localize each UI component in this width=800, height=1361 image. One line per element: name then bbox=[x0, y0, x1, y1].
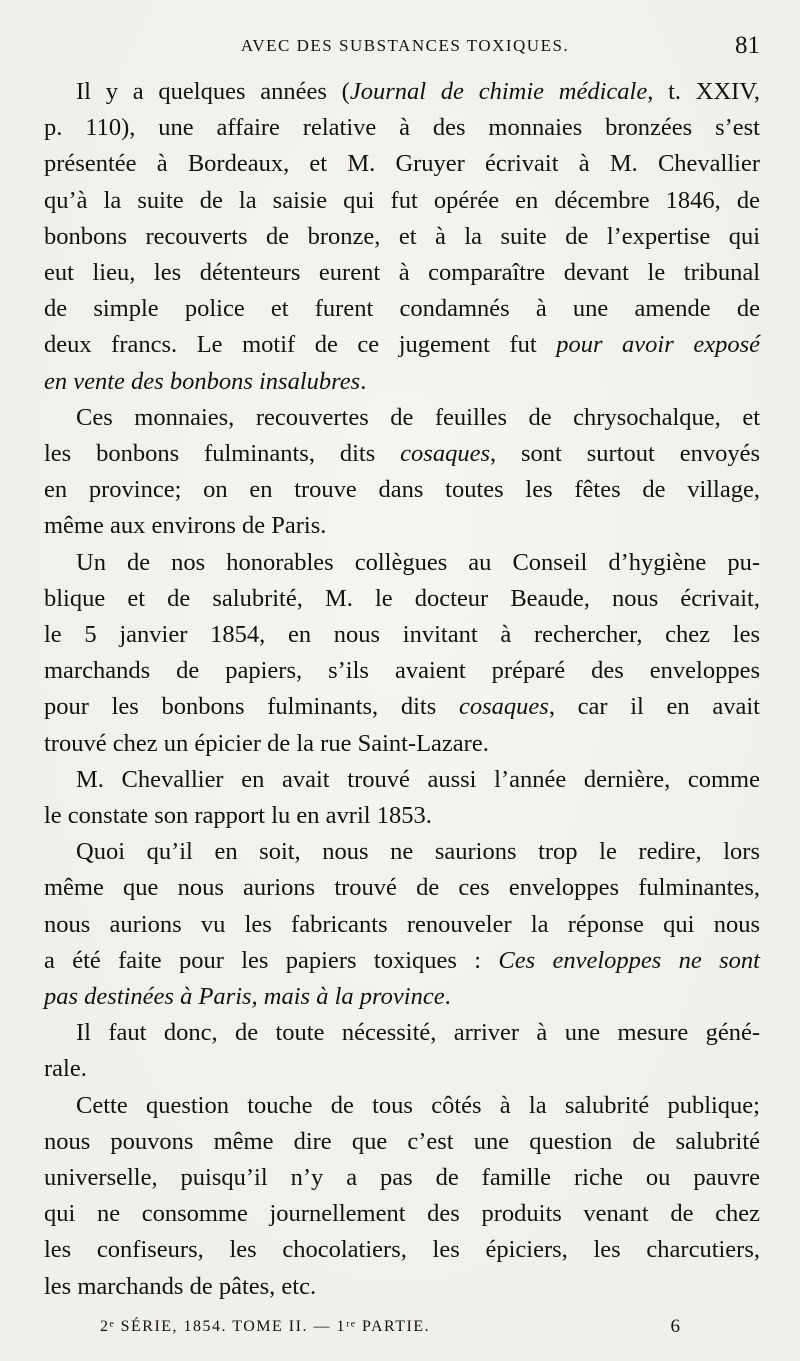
text-line bbox=[44, 253, 760, 293]
text-segment: même aux environs de Paris. bbox=[44, 512, 327, 540]
text-line bbox=[44, 144, 760, 184]
text-line bbox=[44, 1230, 760, 1270]
text-segment: Il faut donc, de toute nécessité, arriver à une mesure géné- bbox=[76, 1019, 760, 1047]
text-segment: Il y a quelques années ( bbox=[76, 78, 350, 105]
text-segment: Un de nos honorables collègues au Conseil d’hygiène pu- bbox=[76, 548, 760, 576]
text-segment: , car il en avait bbox=[548, 693, 760, 721]
text-segment: a été faite pour les papiers toxiques : bbox=[44, 946, 499, 974]
text-segment: les bonbons fulminants, dits bbox=[44, 440, 401, 467]
text-segment: qui ne consomme journellement des produits venant de chez bbox=[44, 1200, 760, 1228]
text-segment: rale. bbox=[44, 1055, 87, 1083]
text-segment: présentée à Bordeaux, et M. Gruyer écrivait à M. Chevallier bbox=[44, 150, 760, 178]
text-line bbox=[44, 217, 760, 257]
page-footer bbox=[100, 1318, 680, 1348]
italic-text: pas destinées à Paris, mais à la province bbox=[44, 983, 445, 1010]
running-head bbox=[40, 30, 770, 66]
text-line bbox=[44, 434, 760, 474]
text-line bbox=[44, 1049, 760, 1089]
text-line bbox=[76, 72, 760, 112]
text-segment: les confiseurs, les chocolatiers, les épiciers, les charcutiers, bbox=[44, 1236, 760, 1264]
italic-text: Journal de chimie médicale bbox=[349, 78, 648, 105]
text-segment: , sont surtout envoyés bbox=[490, 440, 760, 467]
text-segment: Cette question touche de tous côtés à la salubrité publique; bbox=[76, 1091, 760, 1119]
text-segment: eut lieu, les détenteurs eurent à comparaître devant le tribunal bbox=[44, 259, 760, 286]
text-segment: Ces monnaies, recouvertes de feuilles de chrysochalque, et bbox=[76, 403, 760, 431]
text-line bbox=[76, 1013, 760, 1053]
text-line bbox=[44, 1158, 760, 1198]
text-segment: trouvé chez un épicier de la rue Saint-Lazare. bbox=[44, 729, 489, 757]
text-segment: marchands de papiers, s’ils avaient préparé des enveloppes bbox=[44, 657, 760, 685]
text-segment: p. 110), une affaire relative à des monnaies bronzées s’est bbox=[44, 114, 760, 142]
text-segment: le constate son rapport lu en avril 1853. bbox=[44, 802, 432, 829]
text-line bbox=[44, 724, 760, 764]
running-title: AVEC DES SUBSTANCES TOXIQUES. bbox=[240, 36, 570, 55]
text-line bbox=[44, 941, 760, 981]
text-line bbox=[44, 615, 760, 655]
text-line bbox=[44, 1194, 760, 1234]
text-line bbox=[44, 905, 760, 945]
text-line bbox=[44, 796, 760, 836]
sheet-number: 6 bbox=[670, 1316, 680, 1337]
text-line bbox=[76, 832, 760, 872]
text-segment: , t. XXIV, bbox=[647, 78, 760, 105]
text-line bbox=[76, 398, 760, 438]
text-segment: nous pouvons même dire que c’est une question de salubrité bbox=[44, 1127, 760, 1155]
text-line bbox=[44, 977, 760, 1017]
text-segment: nous aurions vu les fabricants renouveler la réponse qui nous bbox=[44, 910, 760, 938]
text-line bbox=[76, 760, 760, 800]
text-line bbox=[44, 325, 760, 365]
text-segment: universelle, puisqu’il n’y a pas de famille riche ou pauvre bbox=[44, 1164, 760, 1191]
text-line bbox=[44, 470, 760, 510]
text-line bbox=[44, 362, 760, 402]
text-line bbox=[44, 868, 760, 908]
text-line bbox=[44, 1122, 760, 1162]
text-segment: . bbox=[444, 983, 451, 1010]
text-segment: Quoi qu’il en soit, nous ne saurions trop le redire, lors bbox=[76, 838, 760, 866]
text-line bbox=[76, 543, 760, 583]
text-segment: M. Chevallier en avait trouvé aussi l’année dernière, comme bbox=[76, 765, 760, 793]
text-line bbox=[76, 1086, 760, 1126]
text-segment: le 5 janvier 1854, en nous invitant à rechercher, chez les bbox=[44, 621, 760, 648]
text-segment: en province; on en trouve dans toutes les fêtes de village, bbox=[44, 476, 760, 504]
text-segment: les marchands de pâtes, etc. bbox=[44, 1272, 317, 1300]
text-line bbox=[44, 651, 760, 691]
text-line bbox=[44, 289, 760, 329]
text-segment: deux francs. Le motif de ce jugement fut bbox=[44, 331, 557, 359]
italic-text: Ces enveloppes ne sont bbox=[498, 946, 760, 974]
footer-signature: 2ᵉ SÉRIE, 1854. TOME II. — 1ʳᵉ PARTIE. bbox=[100, 1318, 431, 1335]
text-segment: . bbox=[360, 367, 367, 395]
text-segment: pour les bonbons fulminants, dits bbox=[44, 693, 459, 721]
text-segment: même que nous aurions trouvé de ces enveloppes fulminantes, bbox=[44, 874, 760, 902]
text-segment: blique et de salubrité, M. le docteur Beaude, nous écrivait, bbox=[44, 584, 760, 612]
text-line bbox=[44, 1267, 760, 1307]
text-line bbox=[44, 579, 760, 619]
italic-text: en vente des bonbons insalubres bbox=[44, 367, 361, 395]
italic-text: cosaques bbox=[400, 440, 490, 467]
text-segment: qu’à la suite de la saisie qui fut opérée en décembre 1846, de bbox=[44, 186, 760, 214]
text-line bbox=[44, 687, 760, 727]
text-segment: de simple police et furent condamnés à une amende de bbox=[44, 295, 760, 323]
italic-text: pour avoir exposé bbox=[556, 331, 760, 359]
text-segment: bonbons recouverts de bronze, et à la suite de l’expertise qui bbox=[44, 222, 760, 250]
page-number: 81 bbox=[735, 32, 760, 59]
text-line bbox=[44, 181, 760, 221]
italic-text: cosaques bbox=[458, 693, 549, 721]
text-line bbox=[44, 506, 760, 546]
text-line bbox=[44, 108, 760, 148]
